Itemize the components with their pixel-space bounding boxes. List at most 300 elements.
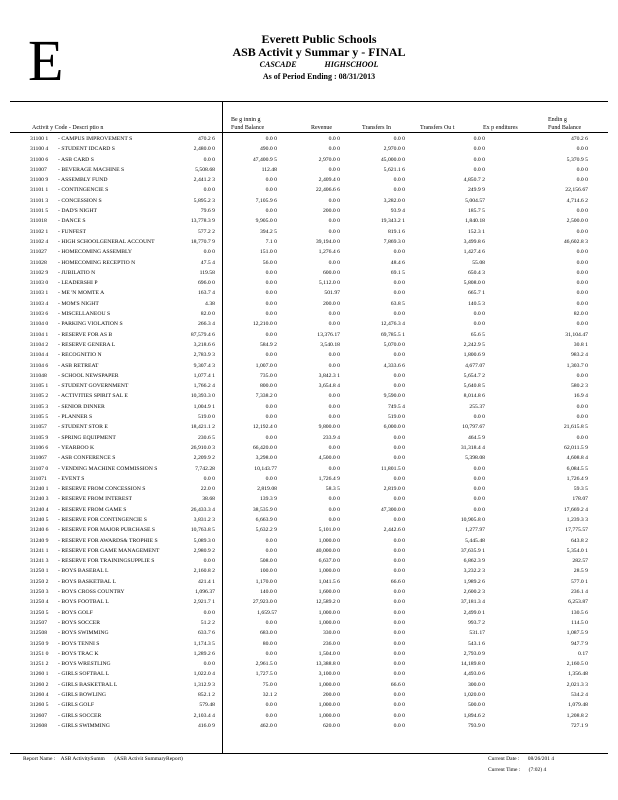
row-beginning-balance: 2,209.9 2 bbox=[193, 455, 215, 462]
row-beginning-balance: 4.38 bbox=[205, 300, 215, 307]
row-code: 31250 5 bbox=[30, 609, 49, 616]
table-row bbox=[30, 433, 600, 443]
table-row bbox=[30, 268, 600, 278]
row-code: 31240 6 bbox=[30, 527, 49, 534]
row-ending-balance: 0.0 0 bbox=[576, 177, 588, 184]
row-revenue: 0.0 0 bbox=[265, 702, 277, 709]
table-row bbox=[30, 319, 600, 329]
row-description: - ASB CONFERENCE S bbox=[58, 455, 116, 462]
row-ending-balance: 17,775.57 bbox=[565, 527, 588, 534]
row-revenue: 394.2 5 bbox=[259, 228, 277, 235]
table-row bbox=[30, 711, 600, 721]
row-beginning-balance: 2,980.9 2 bbox=[193, 547, 215, 554]
table-row bbox=[30, 494, 600, 504]
row-revenue: 0.0 0 bbox=[265, 187, 277, 194]
row-transfers-in: 0.0 0 bbox=[328, 259, 340, 266]
row-code: 31105 1 bbox=[30, 383, 49, 390]
row-description: - BOYS GOLF bbox=[58, 609, 93, 616]
row-revenue: 0.0 0 bbox=[265, 290, 277, 297]
row-expenditures: 255.37 bbox=[469, 403, 485, 410]
row-ending-balance: 6,084.5 5 bbox=[566, 465, 588, 472]
col-header-end-line2: Fund Balance bbox=[548, 125, 582, 131]
row-description: - RESERVE FROM CONCESSION S bbox=[58, 486, 146, 493]
row-transfers-in: 0.0 0 bbox=[328, 465, 340, 472]
row-code: 311028 bbox=[30, 259, 47, 266]
row-revenue: 80.0 0 bbox=[262, 640, 277, 647]
row-expenditures: 37,635.9 1 bbox=[460, 547, 485, 554]
table-row bbox=[30, 155, 600, 165]
row-beginning-balance: 5,089.3 0 bbox=[193, 537, 215, 544]
row-ending-balance: 2,021.3 3 bbox=[566, 681, 588, 688]
row-beginning-balance: 163.7 4 bbox=[197, 290, 215, 297]
row-expenditures: 543.1 6 bbox=[467, 640, 485, 647]
row-ending-balance: 1,356.48 bbox=[568, 671, 588, 678]
row-code: 311071 bbox=[30, 475, 47, 482]
row-beginning-balance: 2,441.2 3 bbox=[193, 177, 215, 184]
row-description: - HIGH SCHOOLGENERAL ACCOUNT bbox=[58, 238, 155, 245]
row-revenue: 0.0 0 bbox=[265, 208, 277, 215]
row-transfers-out: 0.0 0 bbox=[393, 311, 405, 318]
row-revenue: 0.0 0 bbox=[265, 547, 277, 554]
row-ending-balance: 1,303.7 0 bbox=[566, 362, 588, 369]
row-expenditures: 531.17 bbox=[469, 630, 485, 637]
row-beginning-balance: 119.58 bbox=[199, 269, 215, 276]
row-code: 31104 6 bbox=[30, 362, 49, 369]
row-transfers-in: 1,000.0 0 bbox=[318, 537, 340, 544]
row-expenditures: 993.7 2 bbox=[467, 619, 485, 626]
table-row bbox=[30, 525, 600, 535]
row-code: 31251 2 bbox=[30, 661, 49, 668]
table-row bbox=[30, 515, 600, 525]
row-ending-balance: 0.0 0 bbox=[576, 414, 588, 421]
row-transfers-out: 0.0 0 bbox=[393, 475, 405, 482]
row-beginning-balance: 3,218.6 6 bbox=[193, 341, 215, 348]
row-revenue: 32.1 2 bbox=[262, 692, 277, 699]
row-ending-balance: 0.0 0 bbox=[576, 208, 588, 215]
table-row bbox=[30, 134, 600, 144]
row-revenue: 0.0 0 bbox=[265, 650, 277, 657]
table-row bbox=[30, 577, 600, 587]
row-code: 31101 1 bbox=[30, 187, 49, 194]
row-beginning-balance: 1,312.9 3 bbox=[193, 681, 215, 688]
table-row bbox=[30, 391, 600, 401]
row-transfers-out: 0.0 0 bbox=[393, 722, 405, 729]
row-description: - PLANNER S bbox=[58, 414, 93, 421]
row-revenue: 0.0 0 bbox=[265, 475, 277, 482]
row-ending-balance: 17,669.2 4 bbox=[563, 506, 588, 513]
footer-time bbox=[488, 767, 546, 773]
row-beginning-balance: 2,160.8 2 bbox=[193, 568, 215, 575]
row-description: - GIRLS GOLF bbox=[58, 702, 95, 709]
table-row bbox=[30, 196, 600, 206]
row-beginning-balance: 470.2 6 bbox=[197, 136, 215, 142]
row-ending-balance: 1,079.48 bbox=[568, 702, 588, 709]
row-beginning-balance: 1,766.2 4 bbox=[193, 383, 215, 390]
row-revenue: 0.0 0 bbox=[265, 537, 277, 544]
row-code: 31105 2 bbox=[30, 393, 49, 400]
row-beginning-balance: 1,077.4 1 bbox=[193, 372, 215, 379]
row-description: - SENIOR DINNER bbox=[58, 403, 105, 410]
row-expenditures: 5,004.57 bbox=[465, 197, 485, 204]
row-transfers-out: 69,785.5 1 bbox=[380, 331, 405, 338]
row-expenditures: 1,894.6 2 bbox=[463, 712, 485, 719]
table-row bbox=[30, 227, 600, 237]
table-row bbox=[30, 299, 600, 309]
row-transfers-in: 0.0 0 bbox=[328, 146, 340, 153]
row-ending-balance: 0.0 0 bbox=[576, 259, 588, 266]
row-transfers-out: 7,869.3 0 bbox=[383, 238, 405, 245]
row-revenue: 0.0 0 bbox=[265, 280, 277, 287]
row-expenditures: 31,318.4 4 bbox=[460, 444, 485, 451]
table-row bbox=[30, 381, 600, 391]
row-ending-balance: 0.0 0 bbox=[576, 280, 588, 287]
row-revenue: 27,923.0 0 bbox=[252, 599, 277, 606]
row-transfers-out: 11,801.5 0 bbox=[381, 465, 405, 472]
row-transfers-in: 5,101.0 0 bbox=[318, 527, 340, 534]
row-code: 31241 3 bbox=[30, 558, 49, 565]
row-transfers-out: 0.0 0 bbox=[393, 640, 405, 647]
table-row bbox=[30, 185, 600, 195]
row-transfers-out: 0.0 0 bbox=[393, 434, 405, 441]
row-description: - BOYS TRAC K bbox=[58, 650, 99, 657]
row-description: - RESERVE FROM GAME S bbox=[58, 506, 127, 513]
row-revenue: 100.0 0 bbox=[259, 568, 277, 575]
row-transfers-out: 19,343.2 1 bbox=[380, 218, 405, 225]
row-ending-balance: 470.2 6 bbox=[570, 136, 588, 142]
row-beginning-balance: 1,022.0 4 bbox=[193, 671, 215, 678]
row-revenue: 5,632.2 9 bbox=[255, 527, 277, 534]
row-expenditures: 0.0 0 bbox=[473, 465, 485, 472]
table-row bbox=[30, 216, 600, 226]
row-transfers-out: 819.1 6 bbox=[387, 228, 405, 235]
row-beginning-balance: 0.0 0 bbox=[203, 475, 215, 482]
row-revenue: 7,105.9 6 bbox=[255, 197, 277, 204]
table-row bbox=[30, 237, 600, 247]
row-beginning-balance: 1,289.2 6 bbox=[193, 650, 215, 657]
row-transfers-out: 12,476.3 4 bbox=[380, 321, 405, 328]
row-ending-balance: 0.0 0 bbox=[576, 249, 588, 256]
table-row bbox=[30, 288, 600, 298]
row-transfers-out: 0.0 0 bbox=[393, 609, 405, 616]
row-expenditures: 0.0 0 bbox=[473, 156, 485, 163]
row-beginning-balance: 696.0 0 bbox=[197, 280, 215, 287]
row-revenue: 1,659.57 bbox=[257, 609, 277, 616]
footer-report-name-value2: (ASB Activit SummaryReport) bbox=[114, 756, 183, 762]
row-code: 31102 1 bbox=[30, 228, 49, 235]
row-description: - JUBILATIO N bbox=[58, 269, 96, 276]
table-row bbox=[30, 412, 600, 422]
row-ending-balance: 82.0 0 bbox=[573, 311, 588, 318]
row-transfers-in: 3,540.18 bbox=[320, 341, 340, 348]
row-code: 31240 5 bbox=[30, 516, 49, 523]
row-revenue: 0.0 0 bbox=[265, 331, 277, 338]
table-row bbox=[30, 690, 600, 700]
row-expenditures: 1,427.4 6 bbox=[463, 249, 485, 256]
row-description: - ASB RETREAT bbox=[58, 362, 99, 369]
row-description: - RECOGNITIO N bbox=[58, 352, 102, 359]
row-ending-balance: 46,602.8 3 bbox=[563, 238, 588, 245]
row-expenditures: 5,640.8 5 bbox=[463, 383, 485, 390]
row-code: 31240 3 bbox=[30, 496, 49, 503]
row-description: - PARKING VIOLATION S bbox=[58, 321, 123, 328]
row-ending-balance: 59.3 5 bbox=[573, 486, 588, 493]
row-beginning-balance: 579.48 bbox=[199, 702, 215, 709]
row-transfers-out: 0.0 0 bbox=[393, 290, 405, 297]
row-transfers-out: 0.0 0 bbox=[393, 650, 405, 657]
row-transfers-in: 4,500.0 0 bbox=[318, 455, 340, 462]
row-description: - EVENT S bbox=[58, 475, 85, 482]
row-transfers-out: 47,300.0 0 bbox=[380, 506, 405, 513]
row-description: - RESERVE FOR CONTINGENCIE S bbox=[58, 516, 147, 523]
row-transfers-in: 330.0 0 bbox=[322, 630, 340, 637]
row-expenditures: 4,850.7 2 bbox=[463, 177, 485, 184]
row-transfers-out: 66.6 0 bbox=[390, 578, 405, 585]
row-transfers-out: 9,590.0 0 bbox=[383, 393, 405, 400]
row-transfers-out: 0.0 0 bbox=[393, 702, 405, 709]
row-description: - ACTIVITIES SPIRIT SAL E bbox=[58, 393, 128, 400]
row-expenditures: 152.3 1 bbox=[467, 228, 485, 235]
row-ending-balance: 5,354.0 1 bbox=[566, 547, 588, 554]
row-expenditures: 0.0 0 bbox=[473, 486, 485, 493]
row-ending-balance: 947.7 9 bbox=[570, 640, 588, 647]
table-row bbox=[30, 639, 600, 649]
row-revenue: 38,535.9 0 bbox=[252, 506, 277, 513]
row-beginning-balance: 266.3 4 bbox=[197, 321, 215, 328]
row-ending-balance: 534.2 4 bbox=[570, 692, 588, 699]
row-transfers-out: 0.0 0 bbox=[393, 537, 405, 544]
row-expenditures: 1,840.18 bbox=[465, 218, 485, 225]
row-beginning-balance: 1,096.37 bbox=[195, 589, 215, 596]
row-revenue: 7,338.2 0 bbox=[255, 393, 277, 400]
row-ending-balance: 0.0 0 bbox=[576, 372, 588, 379]
row-revenue: 584.9 2 bbox=[259, 341, 277, 348]
row-revenue: 56.0 0 bbox=[262, 259, 277, 266]
table-row bbox=[30, 618, 600, 628]
row-transfers-in: 0.0 0 bbox=[328, 166, 340, 173]
row-transfers-in: 3,654.8 4 bbox=[318, 383, 340, 390]
row-transfers-in: 1,000.0 0 bbox=[318, 712, 340, 719]
row-revenue: 800.0 0 bbox=[259, 383, 277, 390]
col-header-code: Activit y Code - Descri ptio n bbox=[32, 125, 104, 131]
row-transfers-out: 0.0 0 bbox=[393, 516, 405, 523]
row-expenditures: 0.0 0 bbox=[473, 321, 485, 328]
row-revenue: 0.0 0 bbox=[265, 352, 277, 359]
row-transfers-in: 0.0 0 bbox=[328, 506, 340, 513]
row-expenditures: 500.0 0 bbox=[467, 702, 485, 709]
row-code: 31250 3 bbox=[30, 589, 49, 596]
row-code: 31250 1 bbox=[30, 568, 49, 575]
table-row bbox=[30, 608, 600, 618]
row-ending-balance: 62,011.5 9 bbox=[564, 444, 588, 451]
row-code: 31102 4 bbox=[30, 238, 49, 245]
row-transfers-out: 0.0 0 bbox=[393, 372, 405, 379]
row-transfers-out: 0.0 0 bbox=[393, 455, 405, 462]
row-code: 31260 2 bbox=[30, 681, 49, 688]
row-beginning-balance: 2,103.4 4 bbox=[193, 712, 215, 719]
row-code: 31240 9 bbox=[30, 537, 49, 544]
header-top-rule bbox=[10, 101, 608, 102]
row-transfers-in: 40,000.0 0 bbox=[315, 547, 340, 554]
table-row bbox=[30, 680, 600, 690]
row-beginning-balance: 2,921.7 1 bbox=[193, 599, 215, 606]
row-revenue: 75.0 0 bbox=[262, 681, 277, 688]
row-transfers-out: 0.0 0 bbox=[393, 568, 405, 575]
row-beginning-balance: 18,421.1 2 bbox=[190, 424, 215, 431]
row-expenditures: 2,242.9 5 bbox=[463, 341, 485, 348]
row-ending-balance: 30.8 1 bbox=[573, 341, 588, 348]
row-transfers-out: 0.0 0 bbox=[393, 630, 405, 637]
row-ending-balance: 16.9 4 bbox=[573, 393, 588, 400]
row-code: 312507 bbox=[30, 619, 48, 626]
row-transfers-in: 0.0 0 bbox=[328, 393, 340, 400]
row-description: - HOMECOMING RECEPTIO N bbox=[58, 259, 136, 266]
row-code: 31100 6 bbox=[30, 156, 49, 163]
row-ending-balance: 21,615.8 5 bbox=[563, 424, 588, 431]
row-expenditures: 0.0 0 bbox=[473, 414, 485, 421]
row-beginning-balance: 1,174.3 5 bbox=[193, 640, 215, 647]
row-expenditures: 3,499.8 6 bbox=[463, 238, 485, 245]
row-code: 312508 bbox=[30, 630, 48, 637]
row-revenue: 0.0 0 bbox=[265, 414, 277, 421]
table-row bbox=[30, 206, 600, 216]
row-transfers-in: 2,970.0 0 bbox=[318, 156, 340, 163]
col-header-beg-line1: Be g innin g bbox=[231, 117, 261, 123]
row-code: 312607 bbox=[30, 712, 48, 719]
row-transfers-out: 2,819.0 0 bbox=[383, 486, 405, 493]
row-code: 31103 1 bbox=[30, 290, 49, 297]
row-description: - GIRLS BASKETBAL L bbox=[58, 681, 118, 688]
row-transfers-in: 0.0 0 bbox=[328, 516, 340, 523]
row-transfers-out: 45,000.0 0 bbox=[380, 156, 405, 163]
table-row bbox=[30, 659, 600, 669]
row-transfers-in: 0.0 0 bbox=[328, 197, 340, 204]
table-row bbox=[30, 330, 600, 340]
row-transfers-in: 3,842.3 1 bbox=[318, 372, 340, 379]
table-row bbox=[30, 340, 600, 350]
row-ending-balance: 28.5 9 bbox=[573, 568, 588, 575]
row-code: 31104 1 bbox=[30, 331, 49, 338]
row-expenditures: 55.08 bbox=[472, 259, 485, 266]
row-description: - GIRLS SOFTBAL L bbox=[58, 671, 110, 678]
row-ending-balance: 1,087.5 9 bbox=[566, 630, 588, 637]
table-row bbox=[30, 474, 600, 484]
row-transfers-out: 93.9 4 bbox=[390, 208, 405, 215]
row-beginning-balance: 79.6 9 bbox=[200, 208, 215, 215]
row-code: 311027 bbox=[30, 249, 47, 256]
row-description: - YEARBOO K bbox=[58, 444, 95, 451]
row-ending-balance: 0.0 0 bbox=[576, 166, 588, 173]
row-description: - RESERVE FROM INTEREST bbox=[58, 496, 132, 503]
row-expenditures: 665.7 1 bbox=[467, 290, 485, 297]
row-description: - ME 'N MOMTE A bbox=[58, 290, 105, 297]
row-expenditures: 4,677.07 bbox=[465, 362, 485, 369]
row-revenue: 735.0 0 bbox=[259, 372, 277, 379]
row-transfers-in: 1,504.0 0 bbox=[318, 650, 340, 657]
row-code: 311067 bbox=[30, 455, 47, 462]
row-transfers-out: 0.0 0 bbox=[393, 558, 405, 565]
row-description: - CONCESSION S bbox=[58, 197, 102, 204]
row-code: 31251 0 bbox=[30, 650, 49, 657]
row-transfers-out: 2,442.6 0 bbox=[383, 527, 405, 534]
row-code: 31103 0 bbox=[30, 280, 49, 287]
row-beginning-balance: 3,831.2 3 bbox=[193, 516, 215, 523]
row-beginning-balance: 7,742.28 bbox=[195, 465, 215, 472]
row-revenue: 12,192.4 0 bbox=[252, 424, 277, 431]
table-row bbox=[30, 566, 600, 576]
row-transfers-out: 0.0 0 bbox=[393, 383, 405, 390]
row-code: 31104 4 bbox=[30, 352, 49, 359]
row-expenditures: 185.7 5 bbox=[467, 208, 485, 215]
activity-table bbox=[30, 134, 600, 731]
table-row bbox=[30, 669, 600, 679]
row-transfers-in: 0.0 0 bbox=[328, 414, 340, 421]
row-transfers-in: 2,409.4 0 bbox=[318, 177, 340, 184]
row-transfers-in: 22,406.6 6 bbox=[315, 187, 340, 194]
table-row bbox=[30, 453, 600, 463]
row-ending-balance: 31,104.47 bbox=[565, 331, 588, 338]
row-expenditures: 650.4 3 bbox=[467, 269, 485, 276]
row-ending-balance: 22,156.67 bbox=[565, 187, 588, 194]
row-description: - BOYS FOOTBAL L bbox=[58, 599, 109, 606]
row-expenditures: 65.6 5 bbox=[470, 331, 485, 338]
footer-rule bbox=[10, 753, 608, 754]
row-revenue: 12,210.0 0 bbox=[252, 321, 277, 328]
row-expenditures: 5,654.7 2 bbox=[463, 372, 485, 379]
table-row bbox=[30, 175, 600, 185]
row-revenue: 2,819.08 bbox=[257, 486, 277, 493]
row-code: 31106 6 bbox=[30, 444, 49, 451]
row-revenue: 0.0 0 bbox=[265, 311, 277, 318]
row-transfers-in: 0.0 0 bbox=[328, 352, 340, 359]
row-expenditures: 0.0 0 bbox=[473, 136, 485, 142]
row-expenditures: 249.9 9 bbox=[467, 187, 485, 194]
row-ending-balance: 178.07 bbox=[572, 496, 588, 503]
row-ending-balance: 577.0 1 bbox=[570, 578, 588, 585]
row-revenue: 0.0 0 bbox=[265, 619, 277, 626]
row-revenue: 9,905.0 0 bbox=[255, 218, 277, 225]
footer-date bbox=[488, 756, 554, 762]
row-revenue: 7.1 0 bbox=[265, 238, 277, 245]
col-header-end-line1: Endin g bbox=[548, 117, 567, 123]
row-beginning-balance: 230.6 5 bbox=[197, 434, 215, 441]
row-transfers-out: 0.0 0 bbox=[393, 671, 405, 678]
row-transfers-out: 2,970.0 0 bbox=[383, 146, 405, 153]
row-revenue: 683.0 0 bbox=[259, 630, 277, 637]
row-description: - ASSEMBLY FUND bbox=[58, 177, 108, 184]
row-description: - GIRLS BOWLING bbox=[58, 692, 107, 699]
row-description: - DANCE S bbox=[58, 218, 86, 225]
row-beginning-balance: 87,579.4 6 bbox=[190, 331, 215, 338]
row-beginning-balance: 13,778.3 9 bbox=[190, 218, 215, 225]
row-description: - BOYS WRESTLING bbox=[58, 661, 111, 668]
row-code: 31101 5 bbox=[30, 208, 49, 215]
row-expenditures: 10,905.8 0 bbox=[460, 516, 485, 523]
row-description: - GIRLS SWIMMING bbox=[58, 722, 110, 729]
row-expenditures: 14,189.8 0 bbox=[460, 661, 485, 668]
row-beginning-balance: 38.68 bbox=[202, 496, 215, 503]
footer-time-label: Current Time : bbox=[488, 767, 521, 773]
row-expenditures: 5,398.08 bbox=[465, 455, 485, 462]
row-code: 31240 1 bbox=[30, 486, 49, 493]
row-transfers-out: 48.4 6 bbox=[390, 259, 405, 266]
row-description: - STUDENT STOR E bbox=[58, 424, 108, 431]
row-beginning-balance: 5,508.68 bbox=[195, 166, 215, 173]
row-revenue: 0.0 0 bbox=[265, 269, 277, 276]
row-beginning-balance: 416.0 9 bbox=[197, 722, 215, 729]
row-code: 31100 9 bbox=[30, 177, 49, 184]
row-description: - STUDENT IDCARD S bbox=[58, 146, 115, 153]
row-beginning-balance: 421.4 1 bbox=[197, 578, 215, 585]
